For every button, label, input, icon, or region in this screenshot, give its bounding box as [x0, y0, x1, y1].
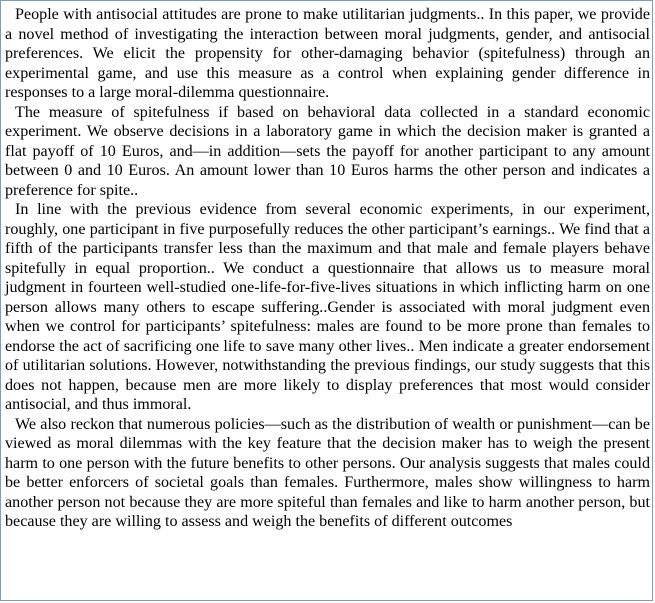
paragraph-intro: People with antisocial attitudes are prone to make utilitarian judgments.. In this paper, we provide a novel method of investigating the interaction between moral judgments, gender, and antisocial preferences. We elicit the propensity for other-damaging behavior (spitefulness) through an experimental game, and use this measure as a control when explaining gender difference in responses to a large moral-dilemma questionnaire. — [5, 6, 650, 101]
paragraph-spitefulness-measure: The measure of spitefulness if based on behavioral data collected in a standard economic experiment. We observe decisions in a laboratory game in which the decision maker is granted a flat payoff of 10 Euros, and—in addition—sets the payoff for another participant to any amount between 0 and 10 Euros. An amount lower than 10 Euros harms the other person and indicates a preference for spite.. — [5, 103, 650, 199]
paragraph-policy-implications: We also reckon that numerous policies—such as the distribution of wealth or punishment—can be viewed as moral dilemmas with the key feature that the decision maker has to weigh the present harm to one person with the future benefits to other persons. Our analysis suggests that males could be better enforcers of societal goals than females. Furthermore, males show willingness to harm another person not because they are more spiteful than females and like to harm another person, but because they are willing to assess and weigh the benefits of different outcomes — [5, 415, 650, 530]
document-body — [5, 5, 650, 532]
paragraph-results: In line with the previous evidence from several economic experiments, in our experiment, roughly, one participant in five purposefully reduces the other participant’s earnings.. We find that a fifth of the participants transfer less than the maximum and that male and female players behave spitefully in equal proportion.. We conduct a questionnaire that allows us to measure moral judgment in fourteen well-studied one-life-for-five-lives situations in which inflicting harm on one person allows many others to escape suffering..Gender is associated with moral judgment even when we control for participants’ spitefulness: males are found to be more prone than females to endorse the act of sacrificing one life to save many other lives.. Men indicate a greater endorsement of utilitarian solutions. However, notwithstanding the previous findings, our study suggests that this does not happen, because men are more likely to display preferences that most would consider antisocial, and thus immoral. — [5, 201, 650, 413]
